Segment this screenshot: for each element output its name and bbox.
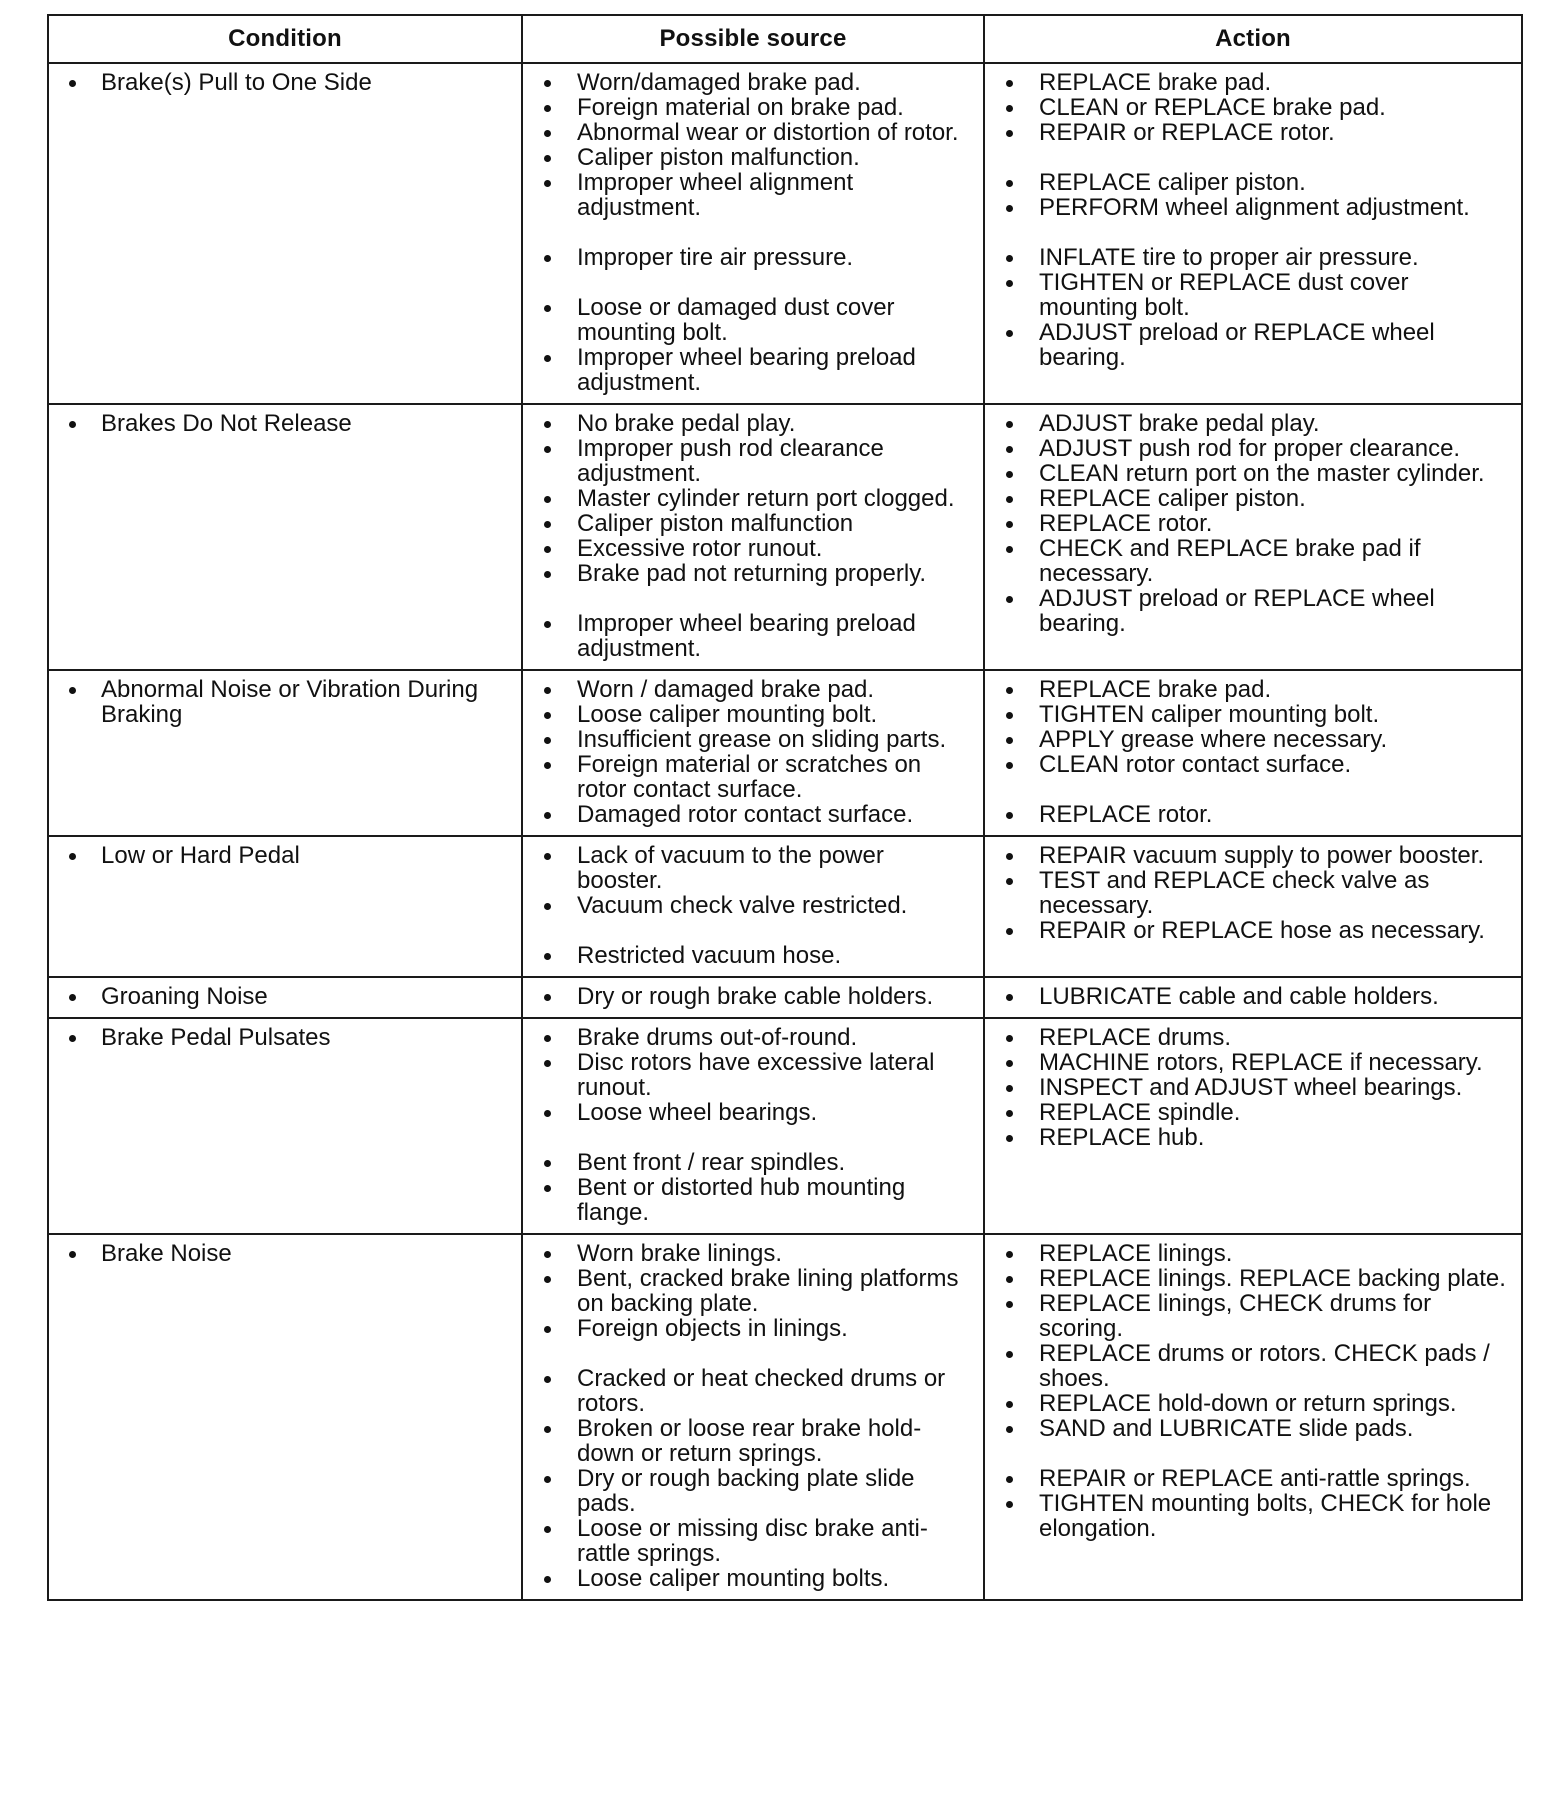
table-row <box>48 1234 1522 1600</box>
table-body <box>48 63 1522 1600</box>
source-item: Loose wheel bearings. <box>523 1100 973 1125</box>
source-item: Loose or damaged dust cover mounting bolt. <box>523 295 973 345</box>
table-row <box>48 977 1522 1018</box>
condition-cell <box>48 1018 522 1234</box>
source-item: Foreign material or scratches on rotor contact surface. <box>523 752 973 802</box>
condition-text: Groaning Noise <box>49 984 511 1009</box>
action-item: REPAIR or REPLACE anti-rattle springs. <box>985 1466 1511 1491</box>
source-item: Loose caliper mounting bolts. <box>523 1566 973 1591</box>
action-item: REPLACE spindle. <box>985 1100 1511 1125</box>
action-item: ADJUST brake pedal play. <box>985 411 1511 436</box>
source-item: Lack of vacuum to the power booster. <box>523 843 973 893</box>
source-item: No brake pedal play. <box>523 411 973 436</box>
condition-cell <box>48 404 522 670</box>
action-item: CLEAN return port on the master cylinder. <box>985 461 1511 486</box>
header-row <box>48 15 1522 63</box>
action-item: CLEAN or REPLACE brake pad. <box>985 95 1511 120</box>
action-item: REPAIR or REPLACE rotor. <box>985 120 1511 145</box>
action-cell <box>984 1234 1522 1600</box>
source-item: Bent front / rear spindles. <box>523 1150 973 1175</box>
action-item: REPLACE caliper piston. <box>985 486 1511 511</box>
source-item: Worn brake linings. <box>523 1241 973 1266</box>
column-header-condition: Condition <box>48 15 522 63</box>
action-item: SAND and LUBRICATE slide pads. <box>985 1416 1511 1441</box>
source-item: Vacuum check valve restricted. <box>523 893 973 918</box>
possible-source-cell <box>522 1018 984 1234</box>
table-row <box>48 1018 1522 1234</box>
source-item: Master cylinder return port clogged. <box>523 486 973 511</box>
action-item: REPLACE hold-down or return springs. <box>985 1391 1511 1416</box>
source-item: Broken or loose rear brake hold-down or return springs. <box>523 1416 973 1466</box>
source-item: Bent or distorted hub mounting flange. <box>523 1175 973 1225</box>
source-item: Improper tire air pressure. <box>523 245 973 270</box>
source-item: Restricted vacuum hose. <box>523 943 973 968</box>
possible-source-cell <box>522 404 984 670</box>
action-item: REPLACE rotor. <box>985 802 1511 827</box>
action-item: ADJUST preload or REPLACE wheel bearing. <box>985 320 1511 370</box>
action-cell <box>984 670 1522 836</box>
diagnosis-table <box>47 14 1523 1601</box>
source-item: Improper wheel bearing preload adjustment. <box>523 611 973 661</box>
action-item: LUBRICATE cable and cable holders. <box>985 984 1511 1009</box>
action-item: REPLACE linings. REPLACE backing plate. <box>985 1266 1511 1291</box>
action-item: TIGHTEN caliper mounting bolt. <box>985 702 1511 727</box>
table-row <box>48 670 1522 836</box>
action-item: REPLACE brake pad. <box>985 677 1511 702</box>
action-item: REPLACE drums. <box>985 1025 1511 1050</box>
condition-text: Low or Hard Pedal <box>49 843 511 868</box>
condition-cell <box>48 977 522 1018</box>
condition-text: Brakes Do Not Release <box>49 411 511 436</box>
possible-source-cell <box>522 836 984 977</box>
source-item: Foreign material on brake pad. <box>523 95 973 120</box>
column-header-action: Action <box>984 15 1522 63</box>
source-item: Loose caliper mounting bolt. <box>523 702 973 727</box>
action-item: TIGHTEN mounting bolts, CHECK for hole elongation. <box>985 1491 1511 1541</box>
action-cell <box>984 404 1522 670</box>
action-item: TIGHTEN or REPLACE dust cover mounting bolt. <box>985 270 1511 320</box>
source-item: Foreign objects in linings. <box>523 1316 973 1341</box>
source-item: Brake pad not returning properly. <box>523 561 973 586</box>
action-item: REPLACE rotor. <box>985 511 1511 536</box>
table-row <box>48 836 1522 977</box>
diagnosis-sheet <box>47 14 1521 1601</box>
condition-cell <box>48 836 522 977</box>
source-item: Dry or rough backing plate slide pads. <box>523 1466 973 1516</box>
source-item: Disc rotors have excessive lateral runout. <box>523 1050 973 1100</box>
action-item: REPLACE linings. <box>985 1241 1511 1266</box>
table-row <box>48 63 1522 404</box>
source-item: Abnormal wear or distortion of rotor. <box>523 120 973 145</box>
source-item: Brake drums out-of-round. <box>523 1025 973 1050</box>
condition-cell <box>48 1234 522 1600</box>
action-item: REPAIR or REPLACE hose as necessary. <box>985 918 1511 943</box>
condition-text: Brake Pedal Pulsates <box>49 1025 511 1050</box>
possible-source-cell <box>522 1234 984 1600</box>
action-item: PERFORM wheel alignment adjustment. <box>985 195 1511 220</box>
source-item: Cracked or heat checked drums or rotors. <box>523 1366 973 1416</box>
action-item: CLEAN rotor contact surface. <box>985 752 1511 777</box>
action-item: REPLACE drums or rotors. CHECK pads / shoes. <box>985 1341 1511 1391</box>
source-item: Caliper piston malfunction. <box>523 145 973 170</box>
action-item: INFLATE tire to proper air pressure. <box>985 245 1511 270</box>
action-item: INSPECT and ADJUST wheel bearings. <box>985 1075 1511 1100</box>
source-item: Insufficient grease on sliding parts. <box>523 727 973 752</box>
table-row <box>48 404 1522 670</box>
source-item: Dry or rough brake cable holders. <box>523 984 973 1009</box>
source-item: Improper push rod clearance adjustment. <box>523 436 973 486</box>
action-item: ADJUST preload or REPLACE wheel bearing. <box>985 586 1511 636</box>
column-header-source: Possible source <box>522 15 984 63</box>
possible-source-cell <box>522 670 984 836</box>
possible-source-cell <box>522 977 984 1018</box>
action-cell <box>984 836 1522 977</box>
condition-cell <box>48 63 522 404</box>
action-item: ADJUST push rod for proper clearance. <box>985 436 1511 461</box>
condition-cell <box>48 670 522 836</box>
action-cell <box>984 63 1522 404</box>
action-item: APPLY grease where necessary. <box>985 727 1511 752</box>
action-cell <box>984 977 1522 1018</box>
action-item: REPLACE brake pad. <box>985 70 1511 95</box>
action-item: REPLACE caliper piston. <box>985 170 1511 195</box>
action-item: REPLACE hub. <box>985 1125 1511 1150</box>
condition-text: Brake Noise <box>49 1241 511 1266</box>
action-item: REPLACE linings, CHECK drums for scoring. <box>985 1291 1511 1341</box>
source-item: Bent, cracked brake lining platforms on backing plate. <box>523 1266 973 1316</box>
action-item: TEST and REPLACE check valve as necessary. <box>985 868 1511 918</box>
source-item: Caliper piston malfunction <box>523 511 973 536</box>
condition-text: Brake(s) Pull to One Side <box>49 70 511 95</box>
source-item: Improper wheel bearing preload adjustment. <box>523 345 973 395</box>
action-item: MACHINE rotors, REPLACE if necessary. <box>985 1050 1511 1075</box>
source-item: Loose or missing disc brake anti-rattle springs. <box>523 1516 973 1566</box>
source-item: Excessive rotor runout. <box>523 536 973 561</box>
action-item: REPAIR vacuum supply to power booster. <box>985 843 1511 868</box>
source-item: Worn/damaged brake pad. <box>523 70 973 95</box>
source-item: Improper wheel alignment adjustment. <box>523 170 973 220</box>
action-item: CHECK and REPLACE brake pad if necessary. <box>985 536 1511 586</box>
possible-source-cell <box>522 63 984 404</box>
source-item: Damaged rotor contact surface. <box>523 802 973 827</box>
action-cell <box>984 1018 1522 1234</box>
condition-text: Abnormal Noise or Vibration During Braking <box>49 677 511 727</box>
source-item: Worn / damaged brake pad. <box>523 677 973 702</box>
